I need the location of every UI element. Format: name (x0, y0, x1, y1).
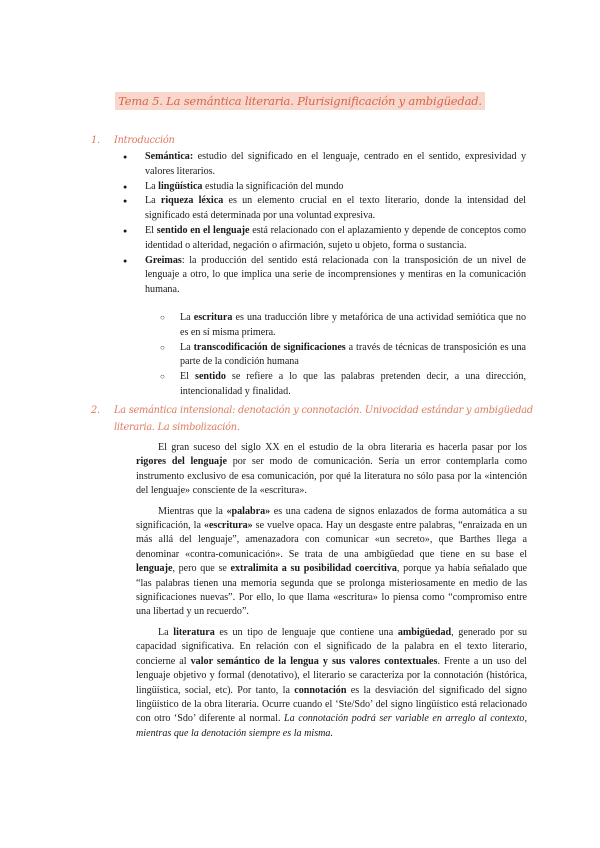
section-2-heading (91, 402, 533, 436)
section-1-number: 1. (91, 135, 100, 146)
list-item: ● Semántica: estudio del significado en el lenguaje, centrado en el sentido, expresividad y valores literarios. (131, 150, 526, 180)
section-2-body (136, 441, 527, 747)
sub-list-item: ○ El sentido se refiere a lo que las palabras pretenden decir, a una dirección, intencionalidad y finalidad. (160, 370, 526, 400)
sub-list-item: ○ La transcodificación de significaciones a través de técnicas de transposición es una parte de la condición humana (160, 341, 526, 371)
title-wrap (0, 92, 600, 110)
section-2-title-line1: La semántica intensional: denotación y connotación. Univocidad estándar y ambigüedad (114, 405, 533, 416)
list-item: ● Greimas: la producción del sentido está relacionada con la transposición de un nivel de lenguaje a otro, lo que implica una serie de incomprensiones y mentiras en la comunicación humana. (131, 254, 526, 298)
section-1-title: Introducción (114, 135, 175, 146)
paragraph: La literatura es un tipo de lenguaje que contiene una ambigüedad, generado por su capacidad significativa. En relación con el significado de la palabra en el texto literario, concierne al valor semántico de la lengua y sus valores contextuales. Frente a un uso del lenguaje objetivo y formal (denotativo), el literario se caracteriza por la connotación (histórica, lingüística, social, etc). Por tanto, la connotación es la desviación del significado del signo lingüístico de la obra literaria. Ocurre cuando el ‘Ste/Sdo’ del signo lingüístico está relacionado con otro ‘Sdo’ diferente al normal. La connotación podrá ser variable en arreglo al contexto, mientras que la denotación siempre es la misma. (136, 626, 527, 739)
document-title: Tema 5. La semántica literaria. Plurisignificación y ambigüedad. (115, 92, 485, 110)
paragraph: Mientras que la «palabra» es una cadena de signos enlazados de forma automática a su significación, la «escritura» se vuelve opaca. Hay un desgaste entre palabras, “enraizada en un más allá del lenguaje”, amenazadora con comunicar «un secreto», que Barthes llega a denominar «contra-comunicación». Se trata de una ambigüedad que tiene en su base el lenguaje, pero que se extralimita a su posibilidad coercitiva, porque ya había señalado que “las palabras tienen una memoria segunda que se prolonga misteriosamente en medio de las significaciones nuevas”. Por ello, lo que llama «escritura» lo piensa como “compromiso entre una libertad y un recuerdo”. (136, 505, 527, 618)
section-2-title-line2: literaria. La simbolización. (114, 422, 240, 433)
bullet-list (131, 150, 526, 298)
list-item: ● La lingüística estudia la significación del mundo (131, 180, 526, 195)
paragraph: El gran suceso del siglo XX en el estudio de la obra literaria es hacerla pasar por los rigores del lenguaje por ser modo de comunicación. Sería un error contemplarla como instrumento exclusivo de esa comunicación, por qué la literatura no sólo pasa por la «intención del lenguaje» consciente de la «escritura». (136, 442, 527, 497)
section-1-heading (91, 135, 175, 146)
list-item: ● El sentido en el lenguaje está relacionado con el aplazamiento y depende de conceptos como identidad o alteridad, negación o afirmación, sujeto u objeto, forma o sustancia. (131, 224, 526, 254)
list-item: ● La riqueza léxica es un elemento crucial en el texto literario, donde la intensidad del significado está determinada por una voluntad expresiva. (131, 194, 526, 224)
section-2-number: 2. (91, 405, 100, 416)
sub-list-item: ○ La escritura es una traducción libre y metafórica de una actividad semiótica que no es en sí misma primera. (160, 311, 526, 341)
sub-bullet-list (160, 311, 526, 400)
